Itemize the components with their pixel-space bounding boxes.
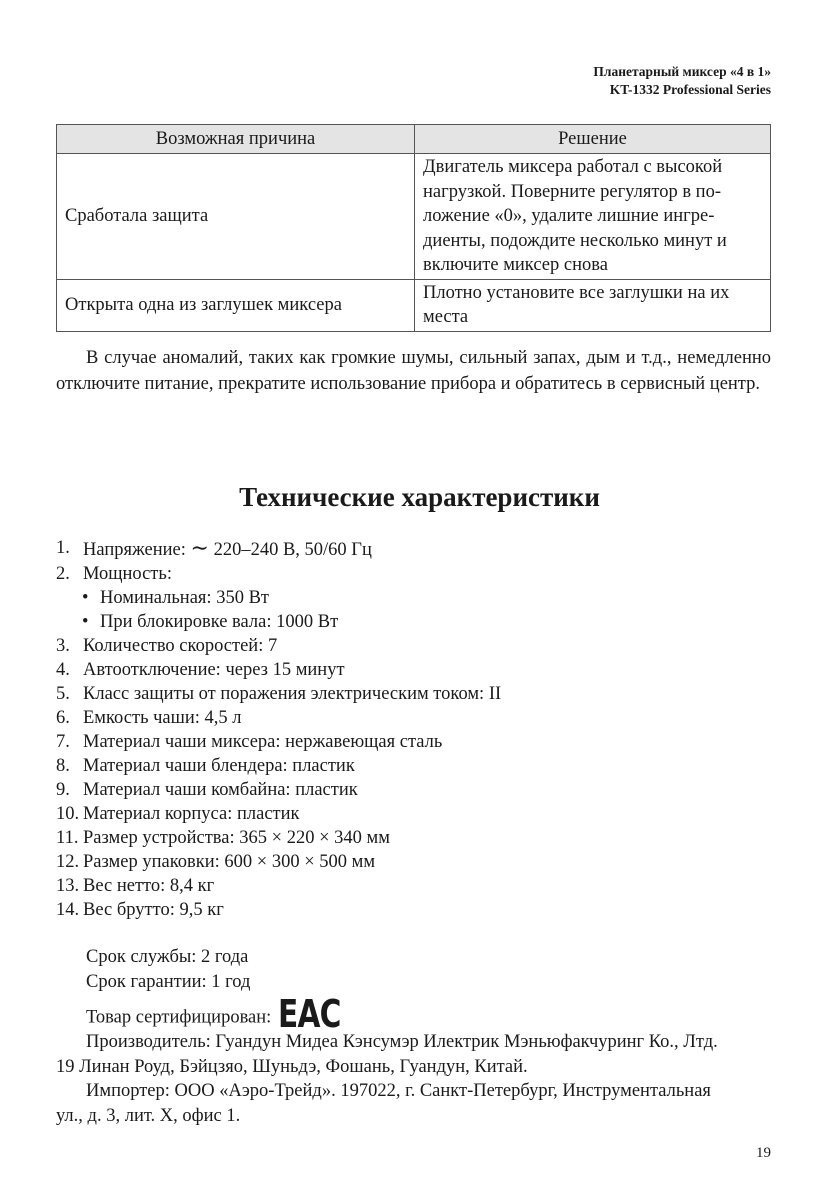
troubleshooting-table (56, 124, 771, 332)
item-number: 10. (56, 804, 80, 824)
list-item (56, 706, 501, 730)
list-item (56, 730, 501, 754)
certification-text: Товар сертифицирован: (86, 1007, 272, 1028)
list-item (56, 898, 501, 922)
solution-line: включите миксер снова (423, 255, 608, 275)
list-item (56, 754, 501, 778)
solution-line: места (423, 307, 469, 327)
table-header-row (57, 125, 771, 154)
list-item (56, 874, 501, 898)
item-number: 8. (56, 756, 70, 776)
table-row (57, 154, 771, 280)
item-text: Материал чаши миксера: нержавеющая сталь (83, 732, 443, 752)
sub-list-item (56, 610, 501, 634)
ac-tilde-icon: ∼ (190, 535, 209, 560)
bullet-icon: • (82, 588, 89, 608)
solution-cell (415, 279, 771, 331)
item-number: 4. (56, 660, 70, 680)
list-item (56, 802, 501, 826)
list-item (56, 826, 501, 850)
list-item (56, 850, 501, 874)
solution-line: Двигатель миксера работал с высокой (423, 157, 723, 177)
cause-cell: Сработала защита (57, 154, 415, 280)
item-number: 9. (56, 780, 70, 800)
list-item (56, 658, 501, 682)
item-text: Вес брутто: 9,5 кг (83, 900, 224, 920)
list-item (56, 536, 501, 562)
manufacturer-line: Производитель: Гуандун Мидеа Кэнсумэр Илектрик Мэньюфакчуринг Ко., Лтд. (86, 1032, 718, 1052)
section-title: Технические характеристики (239, 482, 600, 512)
item-number: 6. (56, 708, 70, 728)
list-item (56, 634, 501, 658)
item-text: Номинальная: 350 Вт (100, 588, 269, 608)
item-number: 5. (56, 684, 70, 704)
item-text: Материал чаши блендера: пластик (83, 756, 355, 776)
warranty-period: Срок гарантии: 1 год (86, 971, 251, 992)
sub-list-item (56, 586, 501, 610)
item-number: 7. (56, 732, 70, 752)
certification-line (56, 992, 771, 1036)
item-text: Емкость чаши: 4,5 л (83, 708, 242, 728)
item-number: 14. (56, 900, 80, 920)
specs-list (56, 536, 501, 922)
table-row (57, 279, 771, 331)
list-item (56, 682, 501, 706)
item-number: 3. (56, 636, 70, 656)
cause-cell: Открыта одна из заглушек миксера (57, 279, 415, 331)
item-text: Класс защиты от поражения электрическим током: II (83, 684, 502, 704)
manufacturer-address: 19 Линан Роуд, Бэйцзяо, Шуньдэ, Фошань, Гуандун, Китай. (56, 1056, 528, 1077)
warning-paragraph: В случае аномалий, таких как громкие шумы, сильный запах, дым и т.д., немедленно отключите питание, прекратите использование прибора и обратитесь в сервисный центр. (56, 348, 771, 394)
importer-address: ул., д. 3, лит. Х, офис 1. (56, 1105, 241, 1126)
item-text: Количество скоростей: 7 (83, 636, 278, 656)
item-number: 2. (56, 564, 70, 584)
item-number: 13. (56, 876, 80, 896)
list-item (56, 562, 501, 586)
column-header-cause: Возможная причина (57, 125, 415, 154)
column-header-solution: Решение (415, 125, 771, 154)
page-header (593, 63, 771, 99)
service-life: Срок службы: 2 года (86, 947, 249, 967)
item-text: Размер упаковки: 600 × 300 × 500 мм (83, 852, 376, 872)
header-model: KT-1332 Professional Series (609, 82, 771, 97)
solution-line: Плотно установите все заглушки на их (423, 282, 730, 303)
solution-line: ложение «0», удалите лишние ингре- (423, 206, 715, 226)
item-label: Напряжение: (83, 540, 186, 560)
item-number: 12. (56, 852, 80, 872)
item-text: Материал чаши комбайна: пластик (83, 780, 358, 800)
page-number: 19 (756, 1145, 771, 1161)
item-text: Мощность: (83, 564, 172, 584)
item-number: 11. (56, 828, 79, 848)
item-text: Автоотключение: через 15 минут (83, 660, 345, 680)
bullet-icon: • (82, 612, 89, 632)
list-item (56, 778, 501, 802)
item-text: При блокировке вала: 1000 Вт (100, 612, 339, 632)
item-number: 1. (56, 538, 70, 558)
item-text: Размер устройства: 365 × 220 × 340 мм (83, 828, 390, 848)
header-product-name: Планетарный миксер «4 в 1» (593, 64, 771, 79)
item-text: Вес нетто: 8,4 кг (83, 876, 215, 896)
additional-info (56, 945, 771, 1128)
eac-logo-icon: EAC (277, 992, 341, 1036)
solution-line: нагрузкой. Поверните регулятор в по- (423, 181, 721, 202)
solution-cell (415, 154, 771, 280)
solution-line: диенты, подождите несколько минут и (423, 230, 727, 251)
importer-line: Импортер: ООО «Аэро-Трейд». 197022, г. Санкт-Петербург, Инструментальная (86, 1081, 711, 1101)
item-value: 220–240 В, 50/60 Гц (213, 540, 372, 560)
item-text: Материал корпуса: пластик (83, 804, 300, 824)
